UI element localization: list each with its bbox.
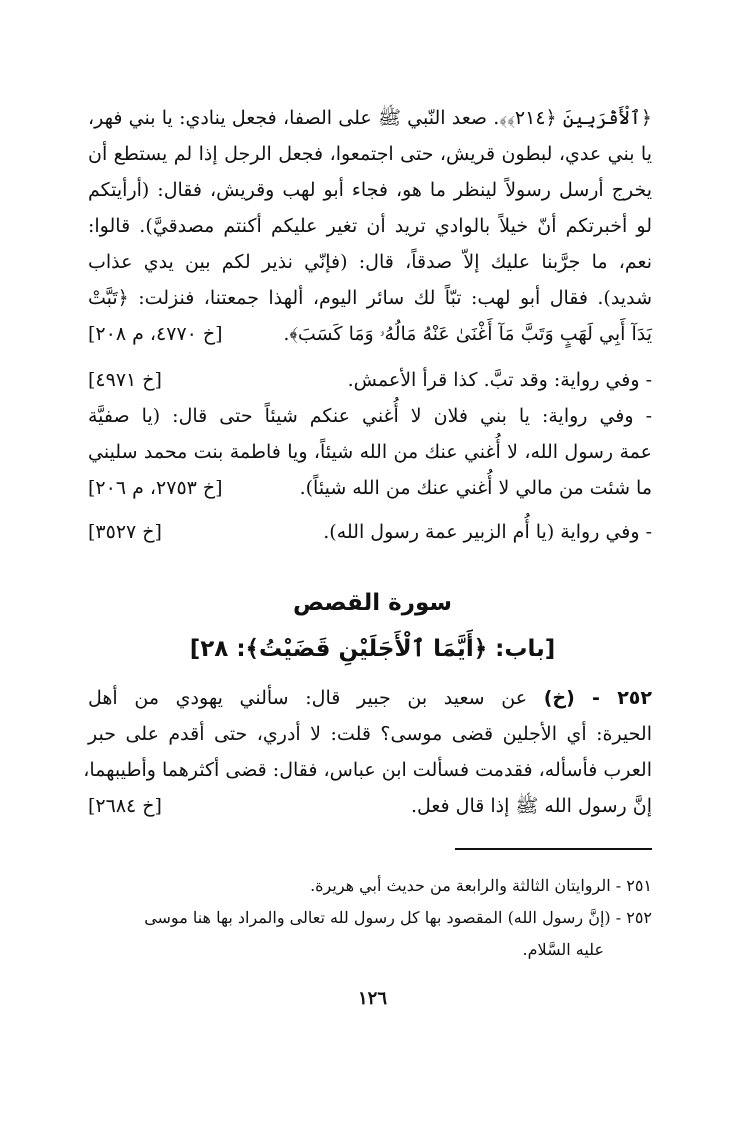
text-line-with-reference (88, 316, 652, 352)
reference-citation: [خ ٤٩٧١] (88, 369, 162, 391)
text-line: يَدَآ أَبِي لَهَبٍ وَتَبَّ مَآ أَغْنَىٰ عَنْهُ مَالُهُۥ وَمَا كَسَبَ﴾. (283, 323, 652, 345)
text-line: - وفي رواية: يا بني فلان لا أُغني عنكم شيئاً حتى قال: (يا صفيَّة (88, 405, 652, 427)
text-line (88, 680, 652, 716)
text-line-with-reference (88, 362, 652, 398)
footnote-continuation: عليه السَّلام. (522, 940, 604, 959)
reference-citation: [خ ٢٦٨٤] (88, 795, 162, 817)
text-line: عمة رسول الله، لا أُغني عنك من الله شيئاً، ويا فاطمة بنت محمد سليني (88, 441, 652, 463)
hadith-number: ٢٥٢ - (خ) (543, 687, 652, 709)
text-line: الحيرة: أي الأجلين قضى موسى؟ قلت: لا أدري، حتى أقدم على حبر (88, 723, 652, 745)
narration (88, 362, 652, 398)
text-line: يخرج أرسل رسولاً لينظر ما هو، فجاء أبو لهب وقريش، فقال: (أرأيتكم (88, 179, 652, 201)
text-line: - وفي رواية (يا أُم الزبير عمة رسول الله). (323, 521, 652, 543)
bab-heading: [باب: ﴿أَيَّمَا ٱلْأَجَلَيْنِ قَضَيْتُ﴾: ٢٨] (189, 636, 556, 662)
top-paragraph (88, 100, 652, 352)
text-line-with-reference (88, 788, 652, 824)
footnote: ٢٥٢ - (إنَّ رسول الله) المقصود بها كل رسول لله تعالى والمراد بها هنا موسى (144, 908, 652, 927)
text-line: ما شئت من مالي لا أُغني عنك من الله شيئاً). (299, 477, 652, 499)
hadith-paragraph (83, 680, 652, 824)
footnote: ٢٥١ - الروايتان الثالثة والرابعة من حديث أبي هريرة. (310, 876, 652, 895)
footnotes (88, 870, 652, 966)
narration (88, 398, 652, 506)
text-line: نعم، ما جرَّبنا عليك إلاّ صدقاً، قال: (فإنّي نذير لكم بين يدي عذاب (88, 251, 652, 273)
text-line: إنَّ رسول الله ﷺ إذا قال فعل. (410, 795, 652, 817)
page-number: ١٢٦ (357, 988, 387, 1009)
text-line: يا بني عدي، لبطون قريش، حتى اجتمعوا، فجعل الرجل إذا لم يستطع أن (88, 143, 652, 165)
text-line-with-reference (88, 514, 652, 550)
reference-citation: [خ ٢٧٥٣، م ٢٠٦] (88, 477, 223, 499)
text-line: شديد). فقال أبو لهب: تبّاً لك سائر اليوم، ألهذا جمعتنا، فنزلت: ﴿تَبَّتْ (88, 287, 652, 309)
text-line: ﴿ٱلْأَقْرَبِينَ ﴿٢١٤﴾﴾. صعد النّبي ﷺ على الصفا، فجعل ينادي: يا بني فهر، (88, 107, 652, 129)
text-span: عن سعيد بن جبير قال: سألني يهودي من أهل (88, 687, 528, 709)
footnote-divider (455, 848, 652, 850)
text-line-with-reference (88, 470, 652, 506)
reference-citation: [خ ٣٥٢٧] (88, 521, 162, 543)
reference-citation: [خ ٤٧٧٠، م ٢٠٨] (88, 323, 223, 345)
text-line: العرب فأسأله، فقدمت فسألت ابن عباس، فقال: قضى أكثرهما وأطيبهما، (83, 759, 652, 781)
text-line: لو أخبرتكم أنّ خيلاً بالوادي تريد أن تغير عليكم أكنتم مصدقيَّ). قالوا: (88, 215, 652, 237)
surah-title: سورة القصص (293, 590, 452, 616)
narration (88, 514, 652, 550)
text-line: - وفي رواية: وقد تبَّ. كذا قرأ الأعمش. (347, 369, 652, 391)
